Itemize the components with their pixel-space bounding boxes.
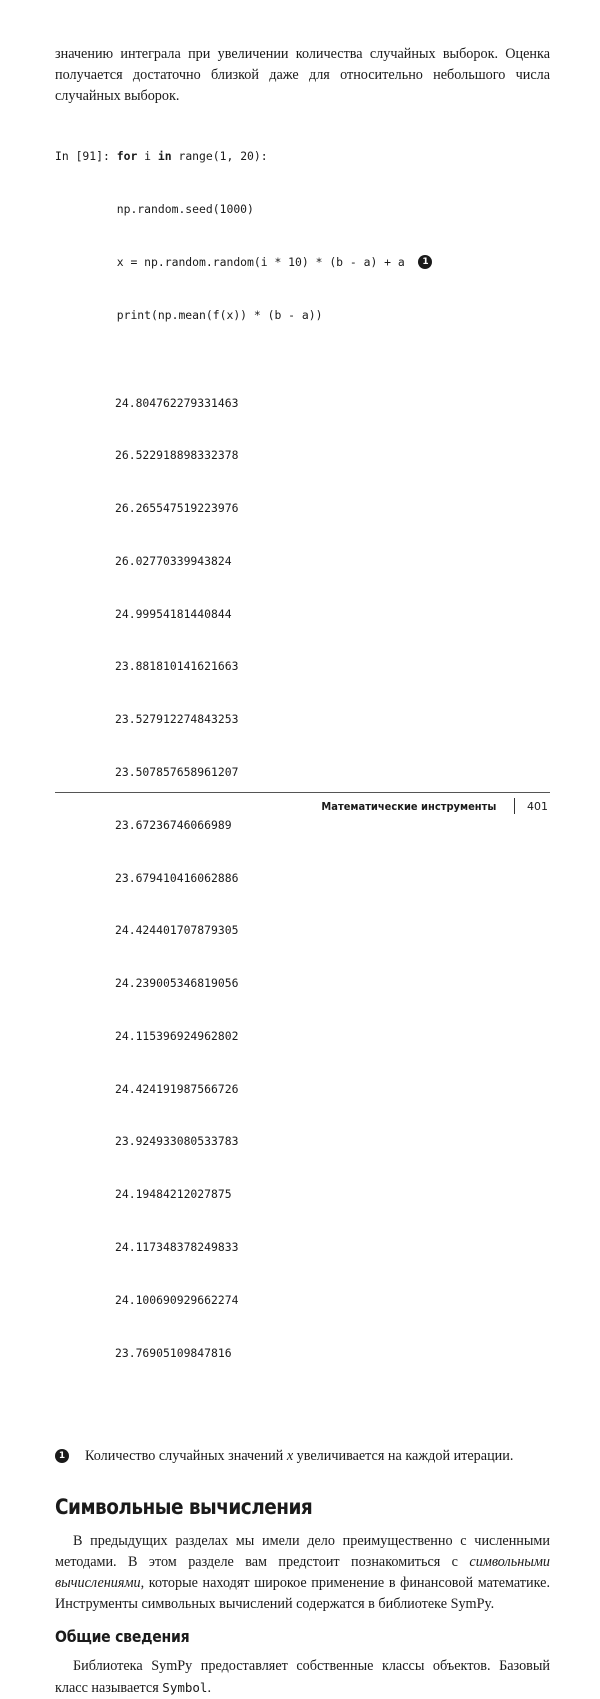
output-line: 24.424401707879305 (115, 923, 239, 938)
callout-1-icon: 1 (55, 1449, 69, 1463)
footer-chapter-title: Математические инструменты (321, 799, 496, 813)
output-line: 26.522918898332378 (115, 448, 239, 463)
output-line: 26.265547519223976 (115, 501, 239, 516)
code-line-3 (55, 254, 550, 272)
callout-note (55, 1446, 550, 1466)
code-line-4-text: print(np.mean(f(x)) * (b - a)) (116, 307, 323, 322)
note-text-end: увеличивается на каждой итерации. (293, 1447, 514, 1464)
inline-code-symbol: Symbol (162, 1679, 208, 1695)
note-variable: x (286, 1447, 294, 1464)
code-prompt: In [91]: (55, 149, 110, 164)
section-heading: Символьные вычисления (55, 1494, 313, 1519)
code-line-1: In [91]: for i in range(1, 20): (55, 149, 268, 164)
code-keyword-in: in (157, 149, 172, 164)
page-number: 401 (527, 799, 548, 813)
code-line-2-text: np.random.seed(1000) (116, 201, 254, 216)
section-paragraph (55, 1531, 550, 1615)
section-paragraph-end: , которые находят широкое применение в финансовой математике. Инструменты символьных вычислений содержатся в библиотеке SymPy. (55, 1574, 550, 1612)
output-line: 23.507857658961207 (115, 764, 239, 779)
intro-paragraph: значению интеграла при увеличении количества случайных выборок. Оценка получается достаточно близкой даже для относительно небольшого числа случайных выборок. (55, 46, 550, 104)
subsection-paragraph (55, 1656, 550, 1699)
output-line: 23.924933080533783 (115, 1134, 239, 1149)
output-line: 23.67236746066989 (115, 817, 232, 832)
code-keyword-for: for (116, 149, 138, 164)
subsection-paragraph-start: Библиотека SymPy предоставляет собственные классы объектов. Базовый класс называется (55, 1657, 550, 1696)
callout-1-icon: 1 (418, 255, 432, 269)
code-line-1-rest: range(1, 20): (178, 149, 268, 164)
code-line-4 (55, 307, 550, 325)
output-line: 24.239005346819056 (115, 976, 239, 991)
output-line: 23.679410416062886 (115, 870, 239, 885)
output-line: 26.02770339943824 (115, 553, 232, 568)
output-line: 24.19484212027875 (115, 1187, 232, 1202)
footer-separator (514, 798, 515, 814)
footer-divider (55, 792, 550, 793)
output-line: 23.527912274843253 (115, 712, 239, 727)
note-text-start: Количество случайных значений (85, 1447, 287, 1464)
output-line: 23.881810141621663 (115, 659, 239, 674)
output-line: 24.100690929662274 (115, 1292, 239, 1307)
page-content (55, 44, 550, 1699)
output-line: 24.99954181440844 (115, 606, 232, 621)
code-line-2 (55, 201, 550, 219)
output-line: 23.76905109847816 (115, 1345, 232, 1360)
code-block (55, 113, 550, 1433)
code-output (115, 359, 550, 1397)
section-paragraph-start: В предыдущих разделах мы имели дело преимущественно с численными методами. В этом разделе вам предстоит познакомиться с (55, 1532, 550, 1570)
output-line: 24.117348378249833 (115, 1240, 239, 1254)
output-line: 24.115396924962802 (115, 1028, 239, 1043)
output-line: 24.804762279331463 (115, 395, 239, 410)
section-paragraph-italic: символьными вычислениями (55, 1553, 550, 1591)
code-line-3-text: x = np.random.random(i * 10) * (b - a) + a (116, 254, 405, 269)
subsection-paragraph-end: . (207, 1679, 211, 1696)
page-footer (302, 798, 548, 814)
output-line: 24.424191987566726 (115, 1081, 239, 1096)
subsection-heading: Общие сведения (55, 1626, 190, 1646)
note-text (85, 1446, 513, 1466)
